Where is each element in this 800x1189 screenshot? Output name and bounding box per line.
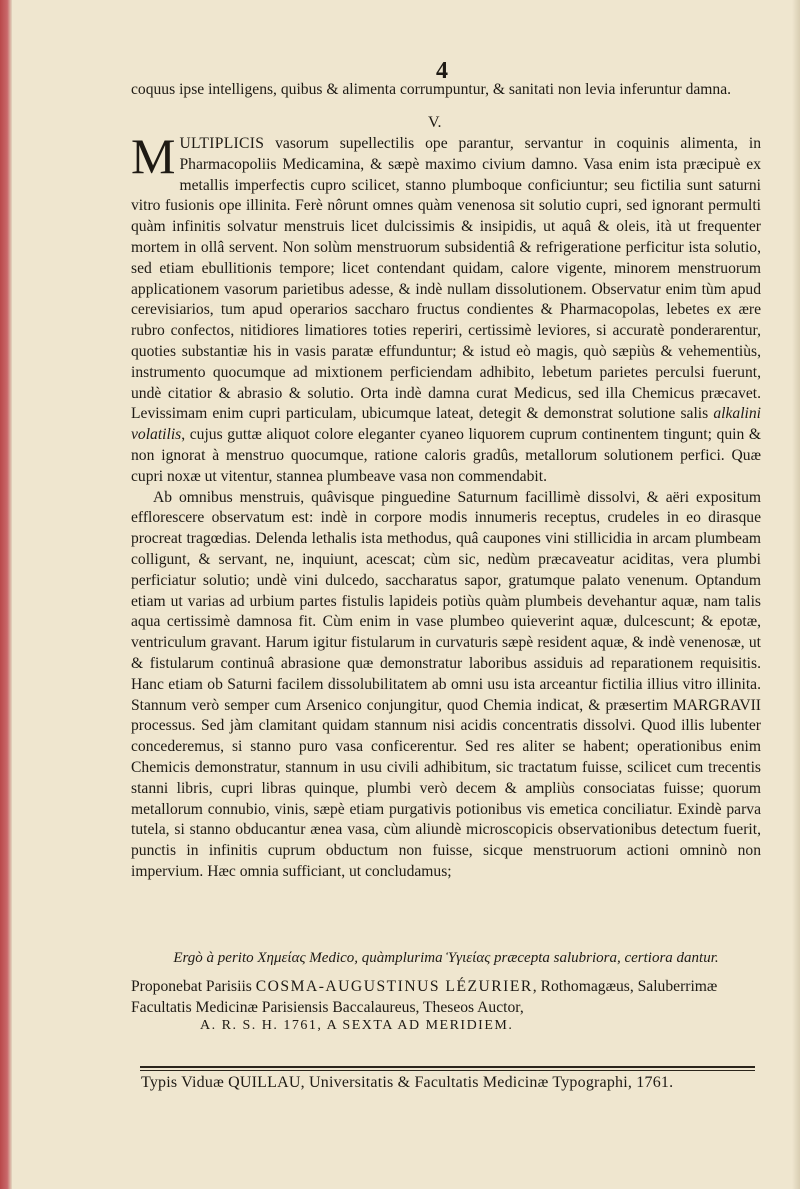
page-number: 4 <box>436 58 448 84</box>
divider-rule <box>140 1066 755 1068</box>
paragraph-1 <box>131 128 761 488</box>
italic-term: alkalini volatilis <box>131 405 761 444</box>
author-name: COSMA-AUGUSTINUS LÉZURIER <box>255 978 533 995</box>
defense-statement <box>131 976 761 1018</box>
intro-paragraph: coquus ipse intelligens, quibus & alimenta corrumpuntur, & sanitati non levia inferuntur damna. <box>131 81 732 98</box>
binding-edge <box>0 0 12 1189</box>
paragraph-1-text: vasorum supellectilis ope parantur, servantur in coquinis alimenta, in Pharmacopoliis Medicamina, & sæpè maximo civium damno. Vasa enim ista præcipuè ex metallis imperfectis cupro scilicet, stanno plumboque conficiuntur; seu fictilia sunt saturni vitro fusionis ope illinita. Ferè nôrunt omnes quàm venenosa sit solutio cupri, sed ignorant permulti quàm infinitis solvatur menstruis licet dulcissimis & insipidis, ut aquâ & oleis, ità ut frequenter mortem in ollâ servent. Non solùm menstruorum subsidentiâ & refrigeratione perficitur ista solutio, sed etiam ebullitionis tempore; licet contendant quidam, calore vigente, minorem menstruorum applicationem vasorum parietibus adesse, & indè nullam dissolutionem. Observatur enim tùm apud cerevisiarios, tum apud operarios saccharo fructus condientes & Pharmacopolas, lebetes ex ære rubro confectos, nitidiores limatiores toties reperiri, certissimè leviores, si accuratè ponderarentur, quoties substantiæ his in vasis paratæ effunduntur; & istud eò magis, quò sæpiùs & vehementiùs, instrumento quocumque ad mixtionem perficiendam adhibito, lebetum parietes perculsi fuerunt, undè citatior & abrasio & solutio. Orta indè damna curat Medicus, sed illa Chemicus præcavet. Levissimam enim cupri particulam, ubicumque lateat, detegit & demonstrat solutione salis <box>131 135 761 423</box>
divider-rule-thin <box>140 1070 755 1071</box>
paragraph-1-end: , cujus guttæ aliquot colore eleganter cyaneo liquorem cuprum continentem tingunt; quin & non ignorat à menstruo quocumque, ratione caloris gradûs, metallorum solutionem perfici. Quæ cupri noxæ ut vitentur, stannea plumbeave vasa non commendabit. <box>131 426 761 485</box>
defense-prefix: Proponebat Parisiis <box>131 978 256 995</box>
drop-capital: M <box>131 128 176 184</box>
intro-text <box>131 80 761 101</box>
conclusion-line: Ergò à perito Χημείας Medico, quàmplurima Ὑγιείας præcepta salubriora, certiora dantur. <box>173 950 719 966</box>
page-edge <box>792 0 800 1189</box>
defense-date: A. R. S. H. 1761, A SEXTA AD MERIDIEM. <box>200 1018 514 1033</box>
section-body <box>131 128 761 883</box>
printer-imprint: Typis Viduæ QUILLAU, Universitatis & Facultatis Medicinæ Typographi, 1761. <box>141 1074 674 1091</box>
opening-word: ULTIPLICIS <box>179 135 265 152</box>
defense-suffix: , Rothomagæus, Saluberrimæ Facultatis Medicinæ Parisiensis Baccalaureus, Theseos Auctor, <box>131 978 718 1016</box>
section-heading: V. <box>428 114 442 131</box>
paragraph-2: Ab omnibus menstruis, quâvisque pinguedine Saturnum facillimè dissolvi, & aëri expositum efflorescere observatum est: indè in corpore modis innumeris receptus, crudeles in eo dirasque procreat tragœdias. Delenda lethalis ista methodus, quâ caupones vini stillicidia in arcam plumbeam colligunt, & servant, ne, inquiunt, acescat; cùm sic, nedùm præcaveatur aciditas, vera plumbi perficiatur solutio; undè vini dulcedo, saccharatus sapor, gratumque palato venenum. Optandum etiam ut varias ad urbium partes fistulis lapideis potiùs quàm plumbeis devehantur aquæ, nam talis aqua certissimè damnosa fit. Cùm enim in vase plumbeo quieverint aquæ, dulcescunt; & epotæ, ventriculum gravant. Harum igitur fistularum in curvaturis sæpè resident aquæ, & indè venenosæ, ut & fistularum continuâ abrasione quæ demonstratur laboribus assiduis ad reparationem requisitis. Hanc etiam ob Saturni facilem dissolubilitatem ab omni usu ista arceantur fictilia illius vitro illinita. Stannum verò semper cum Arsenico conjungitur, quod Chemia indicat, & præsertim MARGRAVII processus. Sed jàm clamitant quidam stannum nisi acidis concentratis dissolvi. Quod illis lubenter concederemus, si stanno puro vasa conficerentur. Sed res aliter se habent; operationibus enim Chemicis demonstratur, stannum in usu civili adhibitum, sic tractatum fuisse, scilicet cum trecentis stanni libris, cupri libras quinque, plumbi verò decem & ampliùs consociatas fuisse; quorum metallorum connubio, vinis, sæpè etiam purgativis potionibus vis emetica conciliatur. Exindè parva tutela, si stanno obducantur ænea vasa, cùm aliundè microscopicis observationibus detectum fuerit, punctis in infinitis cuprum obductum non fuisse, sicque menstruorum actioni omninò non impervium. Hæc omnia sufficiant, ut concludamus; <box>131 488 761 880</box>
